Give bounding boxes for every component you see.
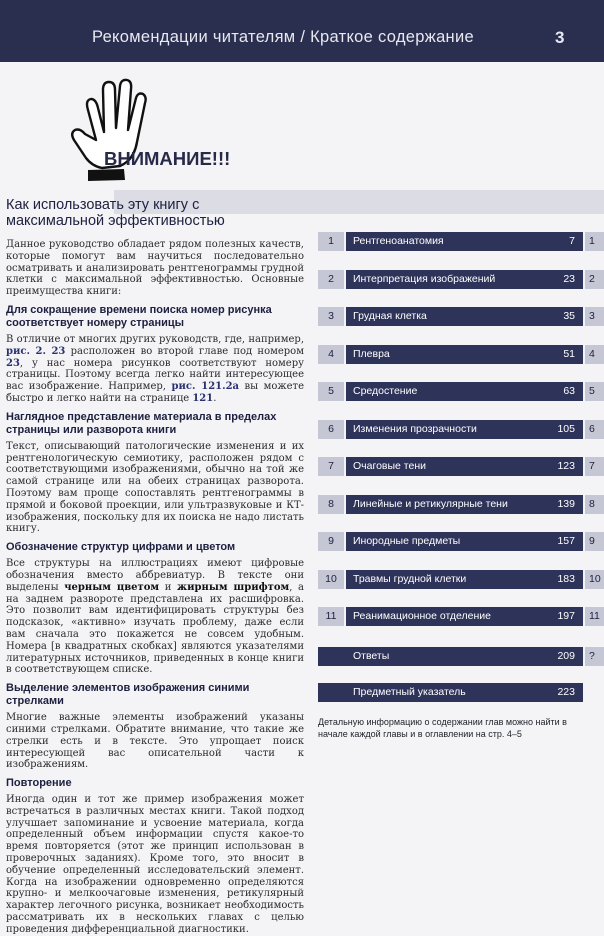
chapter-edge-tab: 4 <box>585 345 604 364</box>
chapter-title: Интерпретация изображений <box>353 272 496 285</box>
chapter-edge-tab: 2 <box>585 270 604 289</box>
chapter-bar[interactable] <box>346 607 583 626</box>
chapter-bar[interactable] <box>346 382 583 401</box>
chapter-bar[interactable] <box>346 270 583 289</box>
page-header <box>0 0 604 62</box>
section-heading-arrows: Выделение элементов изображения синими стрелками <box>6 682 250 708</box>
section-text-arrows: Многие важные элементы изображений указаны синими стрелками. Обратите внимание, что такие же стрелки есть и в тексте. Это упрощает поиск интересующей вас описательной части к изображениям. <box>6 712 304 771</box>
chapter-page: 51 <box>563 347 575 360</box>
toc-row[interactable] <box>318 307 604 326</box>
chapter-title: Грудная клетка <box>353 310 427 322</box>
chapter-number: 8 <box>318 495 344 514</box>
chapter-edge-tab: 3 <box>585 307 604 326</box>
section-text-layout: Текст, описывающий патологические изменения и их рентгенологическую семиотику, расположен рядом с соответствующими изображениями, обычно на той же самой странице или на обеих страницах разворота. Поэтому вам проще сопоставлять рентгенограммы в прямой и боковой проекции, или ультразвуковые и КТ-изображения, поскольку для их поиска не надо листать книгу. <box>6 440 304 535</box>
chapter-number: 11 <box>318 607 344 626</box>
chapter-edge-tab: 6 <box>585 420 604 439</box>
toc-row[interactable] <box>318 270 604 289</box>
chapter-edge-tab: 7 <box>585 457 604 476</box>
section-heading-figure-numbering: Для сокращение времени поиска номер рисунка соответствует номеру страницы <box>6 303 272 329</box>
chapter-title: Рентгеноанатомия <box>353 235 444 247</box>
toc-index-row[interactable] <box>318 683 604 702</box>
chapter-number: 2 <box>318 270 344 289</box>
page-number: 3 <box>555 28 565 47</box>
chapter-edge-tab: 5 <box>585 382 604 401</box>
toc-row[interactable] <box>318 420 604 439</box>
running-title: Рекомендации читателям / Краткое содержание <box>92 28 474 46</box>
chapter-page: 197 <box>557 610 575 622</box>
chapter-edge-tab: 11 <box>585 607 604 626</box>
chapter-number: 1 <box>318 232 344 251</box>
chapter-bar[interactable] <box>346 420 583 439</box>
chapter-edge-tab: 8 <box>585 495 604 514</box>
toc-row[interactable] <box>318 495 604 514</box>
chapter-title: Очаговые тени <box>353 460 426 472</box>
section-heading-markings: Обозначение структур цифрами и цветом <box>6 541 236 554</box>
chapter-number: 6 <box>318 420 344 439</box>
chapter-bar[interactable] <box>346 457 583 476</box>
chapter-number: 9 <box>318 532 344 551</box>
toc-row[interactable] <box>318 532 604 551</box>
chapter-number: 10 <box>318 570 344 589</box>
toc-answers-row[interactable] <box>318 647 604 666</box>
chapter-page: 157 <box>557 535 575 547</box>
intro-paragraph: Данное руководство обладает рядом полезных качеств, которые помогут вам научиться последовательно осматривать и анализировать рентгенограммы грудной клетки с максимальной эффективностью. Основные преимущества книги: <box>6 239 304 298</box>
chapter-edge-tab: 9 <box>585 532 604 551</box>
chapter-bar[interactable] <box>346 495 583 514</box>
chapter-number: 5 <box>318 382 344 401</box>
toc-row[interactable] <box>318 232 604 251</box>
chapter-page: 23 <box>563 272 575 285</box>
section-heading-layout: Наглядное представление материала в пределах страницы или разворота книги <box>6 410 277 436</box>
chapter-title: Линейные и ретикулярные тени <box>353 497 508 510</box>
chapter-page: 35 <box>563 310 575 322</box>
toc-row[interactable] <box>318 382 604 401</box>
chapter-title: Плевра <box>353 347 390 360</box>
chapter-page: 123 <box>557 460 575 472</box>
chapter-title: Инородные предметы <box>353 535 461 547</box>
chapter-bar[interactable] <box>346 307 583 326</box>
chapter-bar[interactable] <box>346 345 583 364</box>
chapter-number: 7 <box>318 457 344 476</box>
section-heading-repetition: Повторение <box>6 777 72 790</box>
toc-row[interactable] <box>318 457 604 476</box>
answers-page: 209 <box>557 650 575 662</box>
chapter-title: Реанимационное отделение <box>353 610 492 622</box>
toc-row[interactable] <box>318 607 604 626</box>
toc-row[interactable] <box>318 345 604 364</box>
attention-banner: ВНИМАНИЕ!!! <box>104 148 231 169</box>
chapter-bar[interactable] <box>346 532 583 551</box>
chapter-page: 183 <box>557 572 575 585</box>
index-bar[interactable] <box>318 683 583 702</box>
chapter-page: 105 <box>557 422 575 435</box>
article-title: Как использовать эту книгу с максимальной эффективностью <box>6 197 225 229</box>
toc-row[interactable] <box>318 570 604 589</box>
toc-footnote: Детальную информацию о содержании глав можно найти в начале каждой главы и в оглавлении на стр. 4–5 <box>318 717 567 739</box>
section-text-markings: Все структуры на иллюстрациях имеют цифровые обозначения вместо аббревиатур. В тексте они выделены черным цветом и жирным шрифтом, а на заднем развороте представлена их расшифровка. Это позволит вам идентифицировать структуры без подсказок, «активно» изучать проблему, даже если вам сначала это покажется не совсем удобным. Номера [в квадратных скобках] являются указателями литературных источников, приведенных в конце книги в соответствующем списке. <box>6 558 305 676</box>
chapter-title: Средостение <box>353 385 418 397</box>
index-title: Предметный указатель <box>353 686 466 698</box>
answers-edge-tab: ? <box>585 647 604 666</box>
section-text-repetition: Иногда один и тот же пример изображения может встречаться в различных местах книги. Такой подход улучшает запоминание и усвоение материала, когда определенный объем информации спустя какое-то время повторяется (этот же принцип использован в проверочных заданиях). Кроме того, это вносит в обучение определенный исследовательский элемент. Когда на изображении одновременно определяются крупно- и мелкоочаговые изменения, ретикулярный характер легочного рисунка, возникает необходимость рассматривать их в нескольких главах с целью проведения дифференциальной диагностики. <box>6 794 304 935</box>
chapter-title: Травмы грудной клетки <box>353 572 467 585</box>
index-page: 223 <box>557 686 575 698</box>
answers-bar[interactable] <box>318 647 583 666</box>
answers-title: Ответы <box>353 650 390 662</box>
chapter-bar[interactable] <box>346 232 583 251</box>
chapter-number: 3 <box>318 307 344 326</box>
chapter-number: 4 <box>318 345 344 364</box>
guide-article <box>6 197 304 936</box>
chapter-edge-tab: 1 <box>585 232 604 251</box>
chapter-bar[interactable] <box>346 570 583 589</box>
chapter-page: 7 <box>569 235 575 247</box>
section-text-figure-numbering: В отличие от многих других руководств, где, например, рис. 2. 23 расположен во второй главе под номером 23, у нас номера рисунков соответствуют номеру страницы. Поэтому всегда легко найти интересующее вас изображение. Например, рис. 121.2а вы можете быстро и легко найти на странице 121. <box>6 333 304 404</box>
chapter-page: 63 <box>563 385 575 397</box>
chapter-page: 139 <box>557 497 575 510</box>
chapter-title: Изменения прозрачности <box>353 422 477 435</box>
chapter-edge-tab: 10 <box>585 570 604 589</box>
